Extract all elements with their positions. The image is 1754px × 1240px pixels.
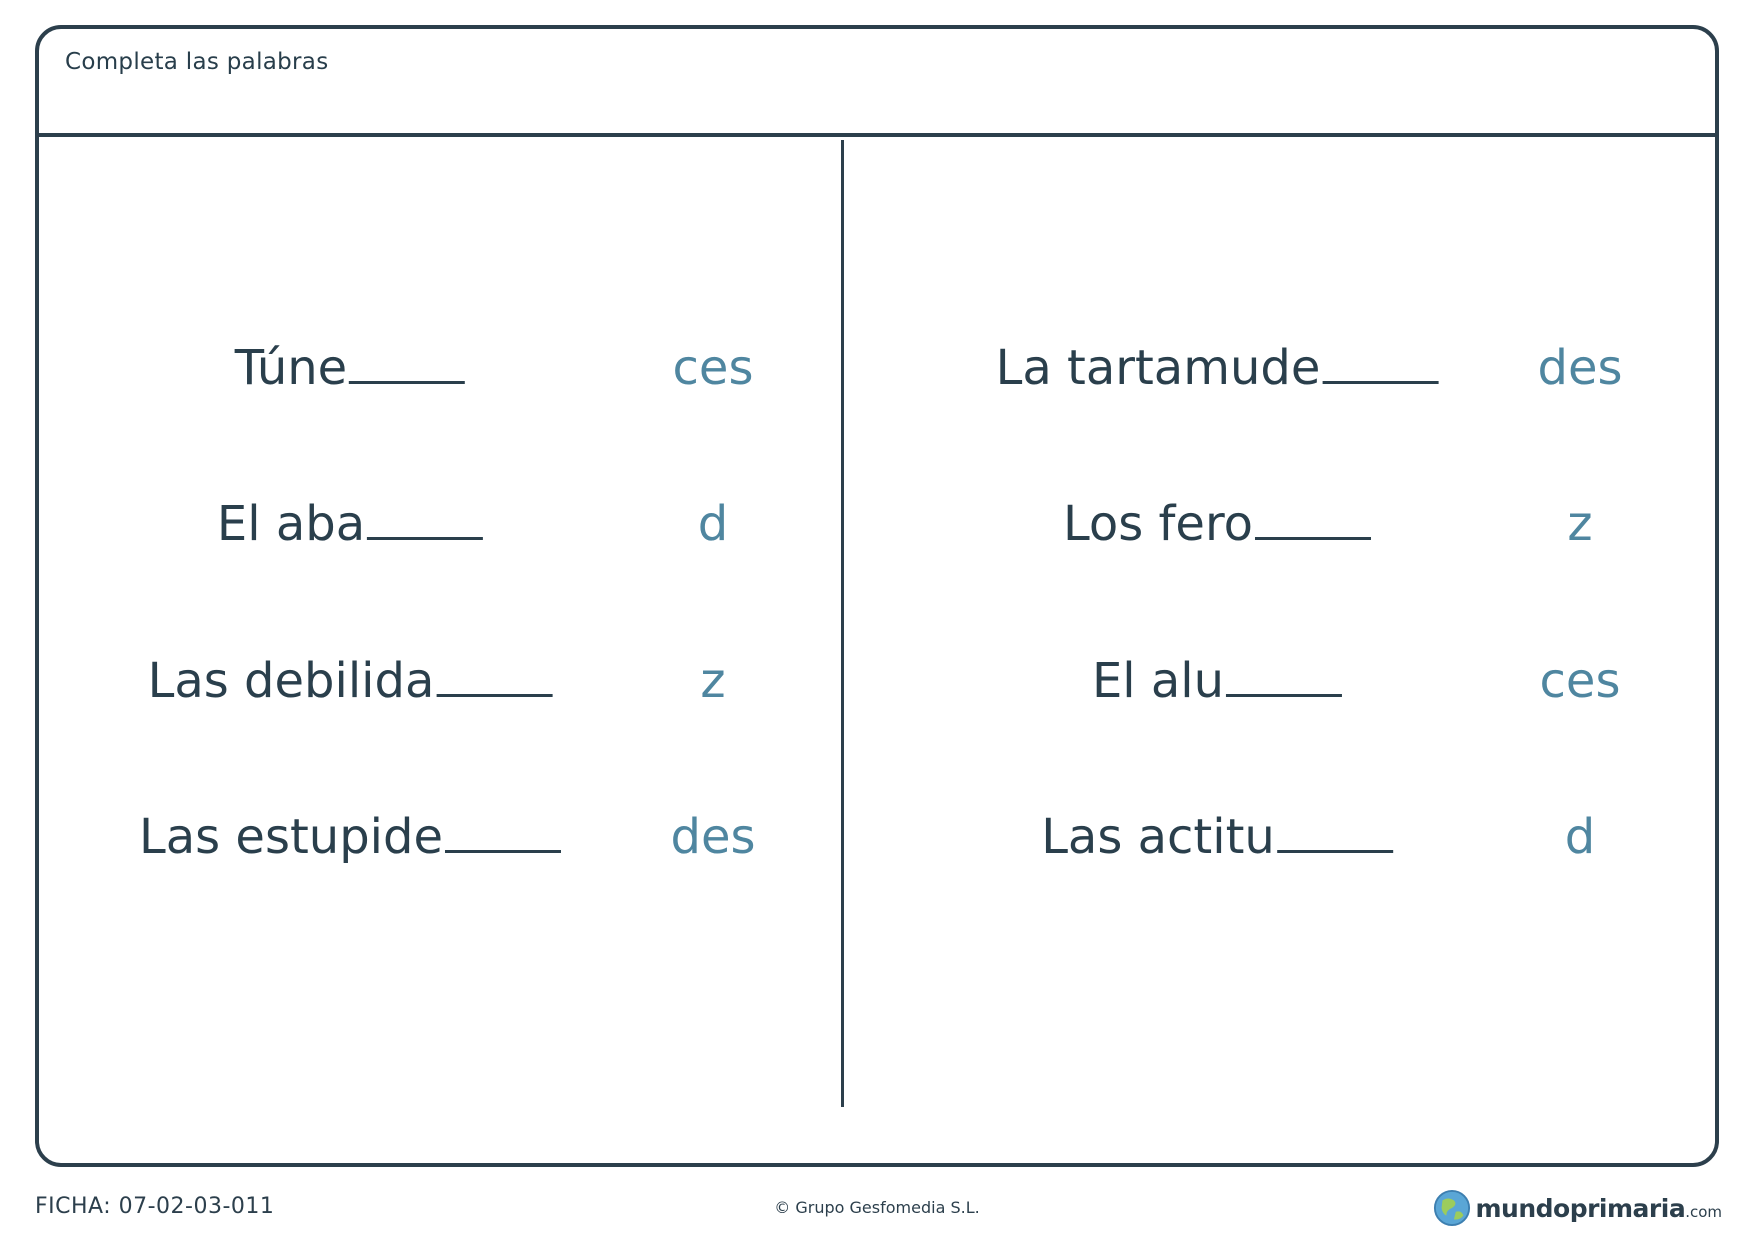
exercise-row	[0, 797, 877, 877]
word-prompt: El aba	[217, 484, 483, 564]
syllable-option: z	[700, 653, 726, 709]
worksheet-code: FICHA: 07-02-03-011	[35, 1194, 275, 1219]
globe-icon	[1433, 1189, 1471, 1227]
blank-line	[1322, 381, 1438, 384]
blank-line	[367, 537, 483, 540]
syllable-option: d	[1564, 809, 1596, 865]
word-prompt: Las debilida	[148, 641, 553, 721]
blank-line	[349, 381, 465, 384]
syllable-option: z	[1567, 496, 1593, 552]
blank-line	[1226, 694, 1342, 697]
word-prompt: La tartamude	[996, 328, 1439, 408]
blank-line	[436, 694, 552, 697]
logo-suffix: .com	[1685, 1203, 1722, 1221]
word-prompt: Los fero	[1063, 484, 1371, 564]
worksheet-header	[39, 29, 1715, 137]
blank-line	[1277, 850, 1393, 853]
exercise-row	[0, 484, 877, 564]
blank-line	[445, 850, 561, 853]
syllable-option: des	[670, 809, 756, 865]
syllable-option: ces	[1539, 653, 1621, 709]
exercise-row	[877, 328, 1754, 408]
site-logo	[1433, 1188, 1722, 1228]
syllable-option: des	[1537, 340, 1623, 396]
exercise-row	[0, 328, 877, 408]
worksheet-frame	[35, 25, 1719, 1167]
syllable-option: ces	[672, 340, 754, 396]
worksheet-title: Completa las palabras	[65, 49, 329, 75]
exercise-row	[0, 641, 877, 721]
exercise-row	[877, 797, 1754, 877]
word-prompt: El alu	[1092, 641, 1342, 721]
copyright-notice: © Grupo Gesfomedia S.L.	[774, 1198, 980, 1217]
column-divider	[841, 140, 844, 1107]
syllable-option: d	[697, 496, 729, 552]
logo-name: mundoprimaria	[1475, 1193, 1686, 1223]
word-prompt: Túne	[235, 328, 465, 408]
blank-line	[1255, 537, 1371, 540]
word-prompt: Las actitu	[1041, 797, 1393, 877]
word-prompt: Las estupide	[139, 797, 561, 877]
exercise-row	[877, 641, 1754, 721]
exercise-row	[877, 484, 1754, 564]
